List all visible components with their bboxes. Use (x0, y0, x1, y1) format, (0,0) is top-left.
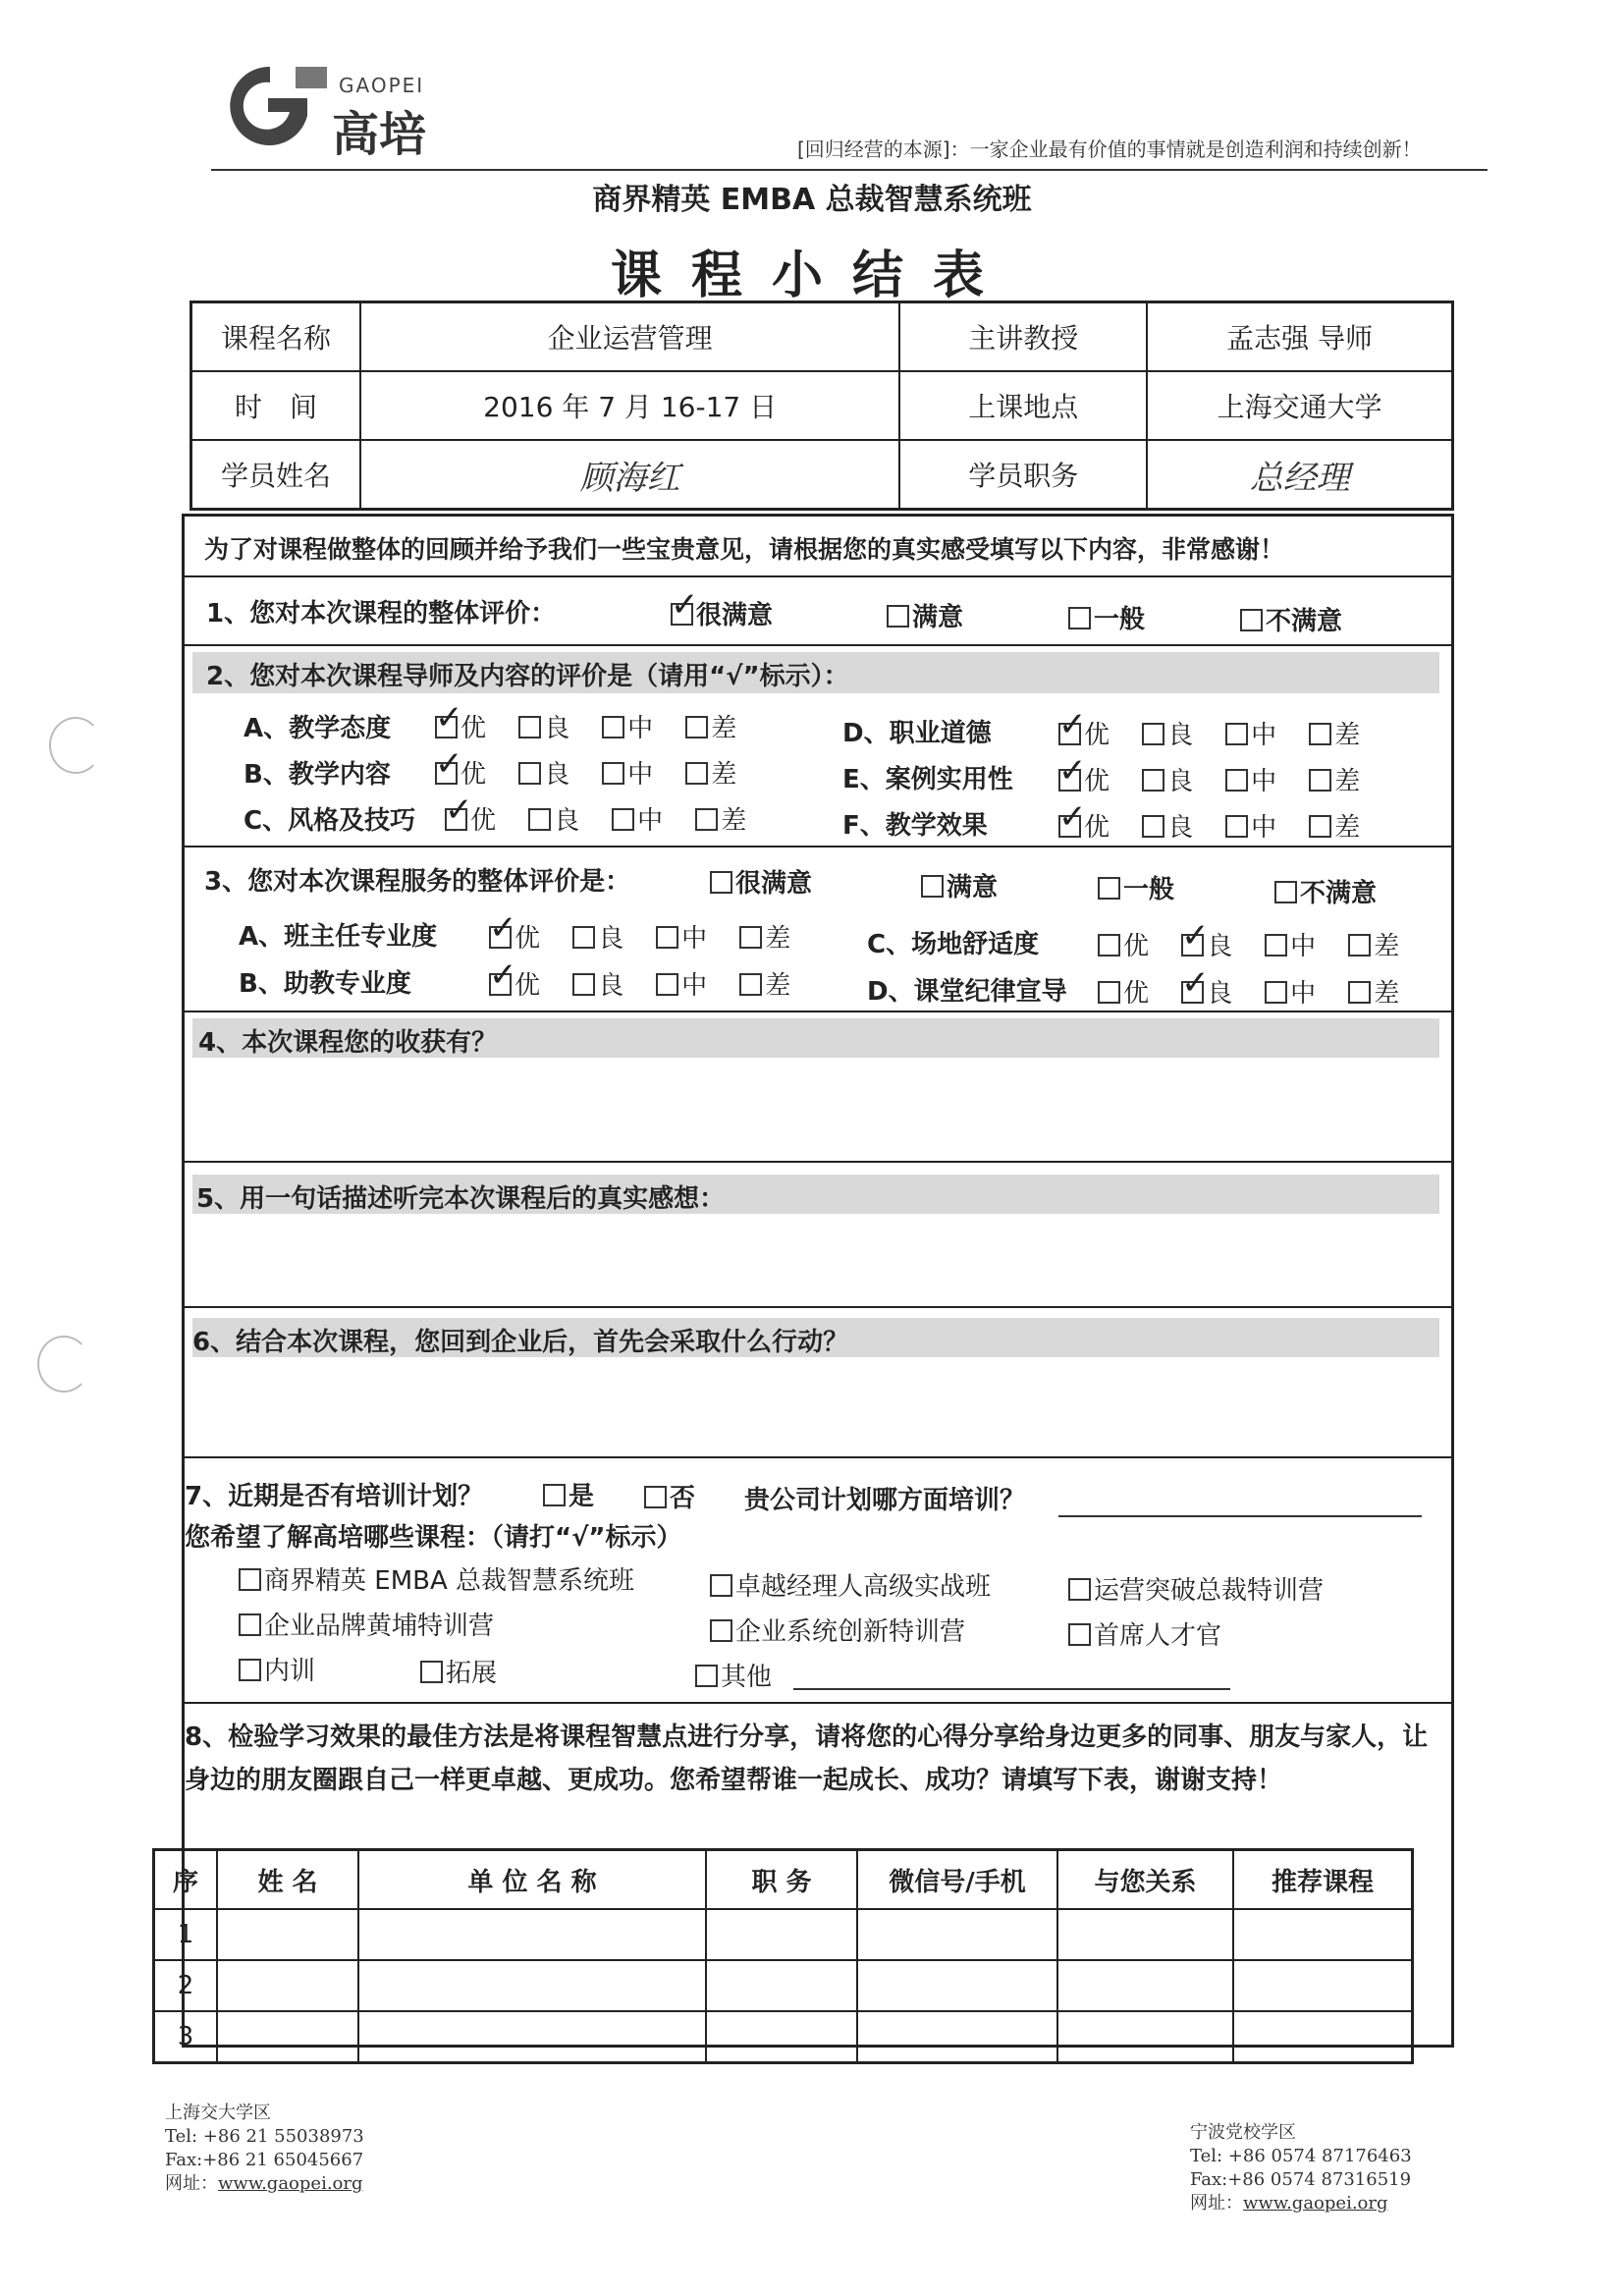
q6-label: 6、结合本次课程，您回到企业后，首先会采取什么行动？ (192, 1328, 849, 1357)
q3-item-d-label: D、课堂纪律宣导 (867, 977, 1067, 1007)
location-value[interactable]: 上海交通大学 (1147, 371, 1452, 440)
q1-section (185, 575, 1451, 646)
course-option-outdoor[interactable]: 拓展 (420, 1653, 497, 1689)
professor-label: 主讲教授 (899, 302, 1147, 372)
footer-left-tel: Tel: +86 21 55038973 (165, 2126, 364, 2147)
course-option-operations[interactable]: 运营突破总裁特训营 (1068, 1570, 1324, 1607)
q7-section (185, 1456, 1451, 1704)
q3-item-a-label: A、班主任专业度 (239, 922, 438, 952)
time-label: 时 间 (191, 371, 361, 440)
q2-item-f-grades[interactable]: ✓ 优 良 中 差 (1058, 807, 1360, 844)
logo-text-cn: 高培 (332, 107, 427, 162)
intro-section (185, 517, 1451, 577)
q5-section (185, 1161, 1451, 1308)
q4-label: 4、本次课程您的收获有？ (198, 1028, 498, 1058)
course-option-brand[interactable]: 企业品牌黄埔特训营 (239, 1606, 494, 1642)
checkbox-icon[interactable] (887, 605, 909, 628)
q1-option-very-satisfied[interactable]: ✓ 很满意 (671, 595, 773, 631)
checkbox-icon[interactable] (1240, 609, 1263, 631)
q2-item-d-label: D、职业道德 (842, 719, 992, 748)
table-row (154, 1909, 1413, 1960)
footer-right-contact (1190, 2121, 1412, 2215)
checkbox-checked-icon[interactable] (671, 603, 693, 626)
footer-right-campus: 宁波党校学区 (1190, 2122, 1296, 2143)
q2-item-a-grades[interactable]: ✓ 优 良 中 差 (435, 708, 736, 744)
course-option-innovation[interactable]: 企业系统创新特训营 (710, 1612, 965, 1648)
q2-item-a-label: A、教学态度 (244, 714, 392, 743)
logo-text-en: GAOPEI (339, 74, 425, 97)
gaopei-logo-icon (211, 59, 331, 147)
q3-option-very-satisfied[interactable]: 很满意 (710, 863, 812, 900)
footer-left-fax: Fax:+86 21 65045667 (165, 2150, 364, 2170)
time-value[interactable]: 2016 年 7 月 16-17 日 (360, 371, 899, 440)
survey-form (182, 514, 1454, 2048)
professor-value[interactable]: 孟志强 导师 (1147, 302, 1452, 372)
table-row (154, 2011, 1413, 2063)
course-option-emba[interactable]: 商界精英 EMBA 总裁智慧系统班 (239, 1560, 634, 1597)
q3-option-unsatisfied[interactable]: 不满意 (1274, 873, 1377, 909)
q5-label: 5、用一句话描述听完本次课程后的真实感想： (196, 1184, 726, 1214)
q3-option-average[interactable]: 一般 (1098, 869, 1174, 905)
footer-left-web-label: 网址： (165, 2173, 218, 2194)
q7-label: 7、近期是否有培训计划？ (185, 1482, 484, 1511)
col-header-course: 推荐课程 (1233, 1850, 1413, 1910)
q1-option-satisfied[interactable]: 满意 (887, 597, 963, 633)
student-position-value[interactable]: 总经理 (1147, 440, 1452, 510)
q7-plan-input-line[interactable] (1058, 1515, 1422, 1517)
q2-item-b-label: B、教学内容 (244, 760, 391, 790)
q3-item-b-grades[interactable]: ✓ 优 良 中 差 (489, 965, 790, 1002)
q8-text: 8、检验学习效果的最佳方法是将课程智慧点进行分享，请将您的心得分享给身边更多的同事、朋友与家人，让身边的朋友圈跟自己一样更卓越、更成功。您希望帮谁一起成长、成功？请填写下表，谢谢支持！ (185, 1722, 1429, 1795)
q1-label: 1、您对本次课程的整体评价： (206, 599, 557, 629)
intro-text: 为了对课程做整体的回顾并给予我们一些宝贵意见，请根据您的真实感受填写以下内容，非常感谢！ (204, 535, 1285, 564)
q3-label: 3、您对本次课程服务的整体评价是： (204, 867, 631, 897)
q2-item-e-label: E、案例实用性 (842, 765, 1013, 794)
student-position-label: 学员职务 (899, 440, 1147, 510)
row-number: 3 (154, 2011, 218, 2063)
referral-table (152, 1848, 1414, 2064)
col-header-relation: 与您关系 (1057, 1850, 1233, 1910)
student-name-signature[interactable]: 顾海红 (360, 440, 899, 510)
col-header-no: 序 (154, 1850, 218, 1910)
q3-item-c-grades[interactable]: 优 ✓ 良 中 差 (1098, 926, 1399, 962)
course-option-inhouse[interactable]: 内训 (239, 1651, 315, 1687)
footer-left-web-link[interactable]: www.gaopei.org (218, 2173, 363, 2194)
course-other-input-line[interactable] (793, 1688, 1230, 1690)
q6-section (185, 1306, 1451, 1458)
course-info-table (189, 301, 1454, 511)
q3-option-satisfied[interactable]: 满意 (921, 867, 998, 903)
student-name-label: 学员姓名 (191, 440, 361, 510)
q3-item-d-grades[interactable]: 优 ✓ 良 中 差 (1098, 973, 1399, 1010)
form-title: 课程小结表 (610, 246, 1013, 305)
course-option-manager[interactable]: 卓越经理人高级实战班 (710, 1566, 991, 1603)
q8-section (185, 1702, 1451, 1839)
row-number: 2 (154, 1960, 218, 2011)
footer-left-contact (165, 2102, 364, 2196)
q3-item-c-label: C、场地舒适度 (867, 930, 1040, 959)
q2-item-d-grades[interactable]: ✓ 优 良 中 差 (1058, 715, 1360, 751)
course-option-cho[interactable]: 首席人才官 (1068, 1615, 1221, 1652)
punch-hole-icon (49, 717, 102, 774)
punch-hole-icon (37, 1336, 90, 1393)
footer-right-tel: Tel: +86 0574 87176463 (1190, 2146, 1412, 2166)
q2-item-e-grades[interactable]: ✓ 优 良 中 差 (1058, 761, 1360, 797)
table-row (154, 1960, 1413, 2011)
q7-option-yes[interactable]: 是 (543, 1476, 594, 1512)
course-name-value[interactable]: 企业运营管理 (360, 302, 899, 372)
q1-option-average[interactable]: 一般 (1068, 599, 1145, 635)
course-name-label: 课程名称 (191, 302, 361, 372)
col-header-company: 单 位 名 称 (358, 1850, 706, 1910)
col-header-wechat: 微信号/手机 (857, 1850, 1057, 1910)
course-option-other[interactable]: 其他 (695, 1657, 772, 1693)
slogan: [回归经营的本源]：一家企业最有价值的事情就是创造利润和持续创新！ (797, 137, 1422, 161)
q3-section (185, 846, 1451, 1012)
header-rule (211, 169, 1488, 171)
q4-section (185, 1011, 1451, 1163)
footer-left-campus: 上海交大学区 (165, 2103, 271, 2123)
col-header-name: 姓 名 (217, 1850, 358, 1910)
footer-right-web-label: 网址： (1190, 2193, 1243, 2214)
footer-right-fax: Fax:+86 0574 87316519 (1190, 2169, 1412, 2190)
location-label: 上课地点 (899, 371, 1147, 440)
q2-item-f-label: F、教学效果 (842, 811, 988, 841)
q2-label: 2、您对本次课程导师及内容的评价是（请用“√”标示）： (206, 662, 849, 691)
q3-item-b-label: B、助教专业度 (239, 969, 411, 999)
checkbox-icon[interactable] (1068, 607, 1091, 629)
row-number: 1 (154, 1909, 218, 1960)
q2-item-b-grades[interactable]: ✓ 优 良 中 差 (435, 754, 736, 791)
q2-item-c-label: C、风格及技巧 (244, 806, 416, 836)
footer-right-web-link[interactable]: www.gaopei.org (1243, 2193, 1388, 2214)
col-header-title: 职 务 (706, 1850, 857, 1910)
q7-course-prompt: 您希望了解高培哪些课程：（请打“√”标示） (185, 1523, 682, 1553)
q7-plan-label: 贵公司计划哪方面培训？ (744, 1486, 1026, 1515)
q1-option-unsatisfied[interactable]: 不满意 (1240, 601, 1342, 637)
q2-section (185, 644, 1451, 847)
q2-item-c-grades[interactable]: ✓ 优 良 中 差 (445, 800, 746, 837)
program-title: 商界精英 EMBA 总裁智慧系统班 (592, 183, 1032, 217)
q3-item-a-grades[interactable]: ✓ 优 良 中 差 (489, 918, 790, 955)
q7-option-no[interactable]: 否 (644, 1478, 695, 1514)
